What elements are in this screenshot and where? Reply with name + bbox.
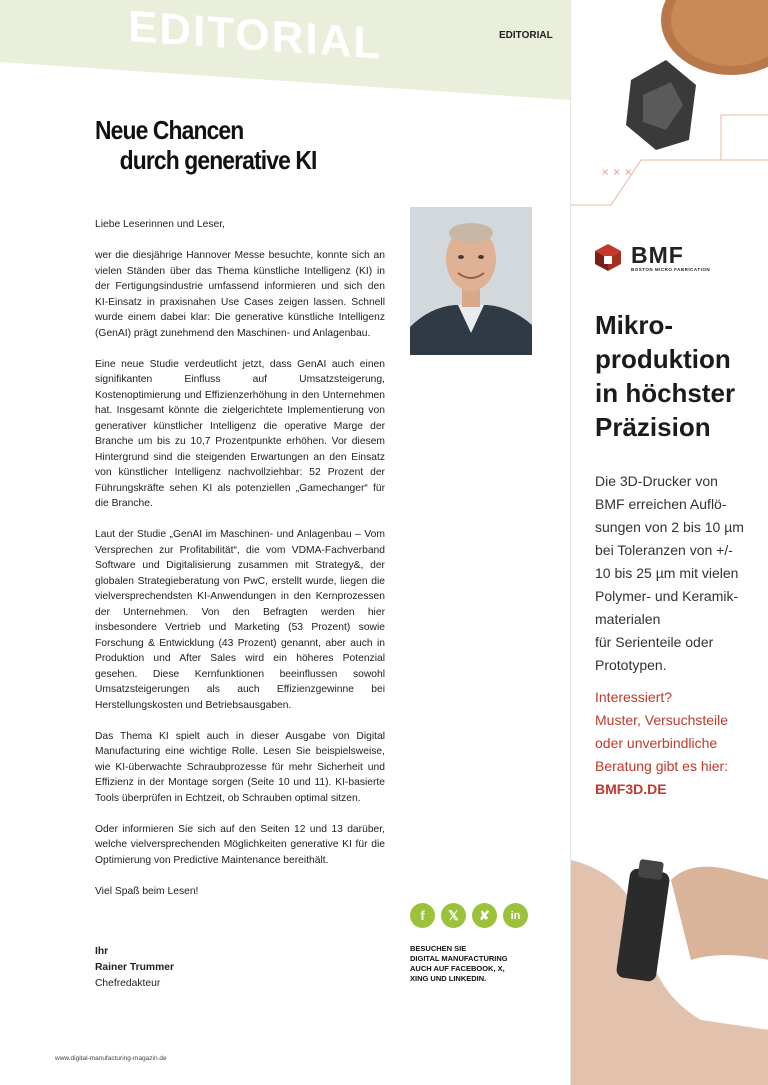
signature-prefix: Ihr (95, 946, 109, 957)
ad-headline-line: produktion (595, 344, 731, 374)
section-watermark: EDITORIAL (128, 2, 383, 69)
ad-body-line: für Serienteile oder (595, 634, 714, 650)
closing-line: Viel Spaß beim Lesen! (95, 885, 199, 897)
article-body (95, 217, 385, 915)
social-note-line: DIGITAL MANUFACTURING (410, 954, 508, 963)
ad-body-line: Prototypen. (595, 657, 667, 673)
page-title (95, 115, 317, 175)
ad-body-line: BMF erreichen Auflö- (595, 496, 727, 512)
paragraph-1: wer die diesjährige Hannover Messe besuchte, konnte sich an vielen Ständen über das Thema künstliche Intelligenz (KI) in der Fertigungsindustrie umfassend informieren und sich den KI-Einsatz in praxisnahen Use Cases zeigen lassen. Schnell wurde einem dabei klar: Die generative künstliche Intelligenz (GenAI) prägt zunehmend den Maschinen- und Anlagenbau. (95, 250, 385, 339)
title-line-1: Neue Chancen (95, 115, 244, 145)
social-note-line: BESUCHEN SIE (410, 944, 467, 953)
linkedin-icon[interactable]: in (503, 903, 528, 928)
paragraph-3: Laut der Studie „GenAI im Maschinen- und Anlagenbau – Vom Versprechen zur Profitabilität“, die vom VDMA-Fachverband Software und Digitalisierung zusammen mit Strategy&, der globalen Strategieberatung von PwC, erstellt wurde, liegen die vielversprechendsten KI-Anwendungen in den Kernprozessen der Unternehmen. Von den Befragten werden hier insbesondere Vertrieb und Marketing (53 Prozent) sowie Forschung & Entwicklung (43 Prozent) genannt, aber auch in Produktion und After Sales wird ein höheres Potenzial gesehen. Diese Kernfunktionen beeinflussen sowohl Umsatzsteigerungen als auch Effizienzgewinne bei Herstellungskosten und Betriebsausgaben. (95, 529, 385, 711)
portrait-illustration (410, 207, 532, 355)
social-note (410, 944, 508, 984)
paragraph-5: Oder informieren Sie sich auf den Seiten 12 und 13 darüber, welche vielversprechenden Möglichkeiten generative KI für die Optimierung von Predictive Maintenance bereithält. (95, 823, 385, 866)
ad-cta-line: Beratung gibt es hier: (595, 758, 729, 774)
ad-body-line: Polymer- und Keramik- (595, 588, 739, 604)
ad-body-line: Die 3D-Drucker von (595, 473, 718, 489)
xing-icon[interactable]: ✘ (472, 903, 497, 928)
social-note-line: AUCH AUF FACEBOOK, X, (410, 964, 505, 973)
author-role: Chefredakteur (95, 978, 161, 989)
facebook-icon[interactable]: f (410, 903, 435, 928)
bmf-cube-icon (593, 242, 623, 272)
footer-url: www.digital-manufacturing-magazin.de (55, 1055, 167, 1062)
salutation: Liebe Leserinnen und Leser, (95, 219, 225, 230)
ad-cta-line: Interessiert? (595, 689, 673, 705)
ad-cta-line: oder unverbindliche (595, 735, 718, 751)
ad-headline-line: Mikro- (595, 310, 673, 340)
logo-subtext: BOSTON MICRO FABRICATION (631, 267, 711, 272)
section-label: EDITORIAL (499, 30, 553, 41)
ad-headline-line: Präzision (595, 412, 711, 442)
ad-body-line: sungen von 2 bis 10 µm (595, 519, 744, 535)
paragraph-4: Das Thema KI spielt auch in dieser Ausgabe von Digital Manufacturing eine wichtige Rolle. Lesen Sie beispielsweise, wie KI-überwachte Schraubprozesse für mehr Sicherheit und Effizienz in der Montage sorgen (Seite 10 und 11). KI-basierte Tools überprüfen in Echtzeit, ob Schrauben optimal sitzen. (95, 730, 385, 804)
social-note-line: XING UND LINKEDIN. (410, 974, 487, 983)
ad-cta-line: Muster, Versuchsteile (595, 712, 729, 728)
ad-body-line: 10 bis 25 µm mit vielen (595, 565, 739, 581)
paragraph-2: Eine neue Studie verdeutlicht jetzt, dass GenAI auch einen signifikanten Einfluss auf Umsatzsteigerung, Kostenoptimierung und Effizienzerhöhung in den Unternehmen hat. Insgesamt könnte die zielgerichtete Implementierung von generativer künstlicher Intelligenz die operative Marge der Branche um bis zu 10,7 Prozentpunkte erhöhen. Vor diesem Hintergrund sind die steigenden Erwartungen an den Einsatz von künstlicher Intelligenz nachvollziehbar: 52 Prozent der Führungskräfte sehen KI als potenziellen „Gamechanger“ für die Branche. (95, 358, 385, 509)
ad-body-line: bei Toleranzen von +/- (595, 542, 733, 558)
title-line-2: durch generative KI (119, 145, 317, 175)
social-links (410, 903, 528, 928)
ad-body (595, 470, 765, 677)
ad-call-to-action (595, 686, 765, 801)
author-name: Rainer Trummer (95, 962, 174, 973)
ad-body-line: materialen (595, 611, 661, 627)
bmf-logo[interactable] (593, 242, 711, 277)
author-portrait (410, 207, 532, 355)
x-icon[interactable]: 𝕏 (441, 903, 466, 928)
logo-text: BMF (631, 242, 684, 268)
ad-headline (595, 308, 765, 444)
ad-url-link[interactable]: BMF3D.DE (595, 781, 667, 797)
svg-text:× × ×: × × × (601, 167, 633, 178)
signature-block (95, 944, 174, 992)
micro-connector-image (616, 868, 671, 982)
bmf-advertisement[interactable] (570, 0, 768, 1085)
ad-headline-line: in höchster (595, 378, 736, 408)
